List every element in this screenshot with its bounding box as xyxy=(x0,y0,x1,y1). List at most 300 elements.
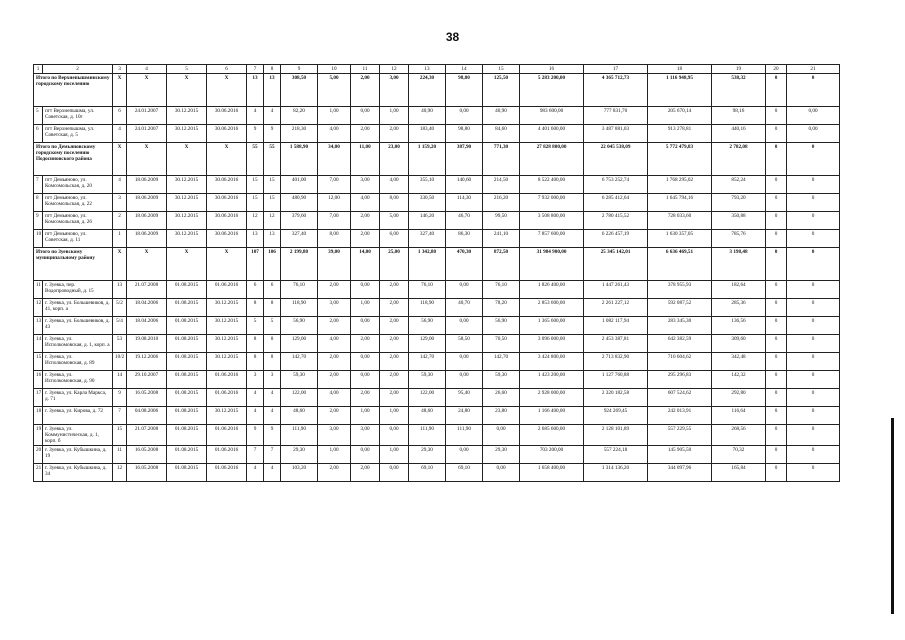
table-cell: 142,70 xyxy=(281,353,318,371)
table-cell: 0,00 xyxy=(446,353,483,371)
table-cell: 1,00 xyxy=(380,107,409,125)
table-cell: 59,30 xyxy=(281,371,318,389)
table-cell: 84,60 xyxy=(483,125,520,143)
column-number-cell: 1 xyxy=(34,65,43,74)
table-cell: 76,10 xyxy=(483,281,520,299)
table-cell: 01.08.2015 xyxy=(167,389,207,407)
table-cell: 53 xyxy=(113,335,127,353)
table-cell: 3 xyxy=(247,371,264,389)
table-cell: 59,30 xyxy=(483,371,520,389)
table-cell: 470,30 xyxy=(446,248,483,281)
table-cell: 4,00 xyxy=(318,335,351,353)
table-cell: 2,00 xyxy=(380,281,409,299)
table-cell: 8 xyxy=(264,335,281,353)
table-cell: 592 087,52 xyxy=(648,299,712,317)
table-cell: 2,00 xyxy=(351,335,380,353)
table-cell: 0 xyxy=(766,407,787,425)
table-cell: 241,10 xyxy=(483,230,520,248)
table-cell: 1 423 200,00 xyxy=(520,371,584,389)
table-cell: 0 xyxy=(766,107,787,125)
table-cell: 30.12.2015 xyxy=(167,107,207,125)
table-cell: 0 xyxy=(787,299,840,317)
table-cell: 2,00 xyxy=(318,407,351,425)
column-number-cell: 11 xyxy=(351,65,380,74)
table-cell: 0 xyxy=(787,353,840,371)
table-cell: 0,00 xyxy=(446,446,483,464)
table-cell: 0 xyxy=(787,425,840,446)
table-cell: 30.06.2016 xyxy=(207,125,247,143)
table-cell: 0 xyxy=(787,212,840,230)
table-cell: X xyxy=(127,248,167,281)
table-cell: 6 xyxy=(247,281,264,299)
table-cell: 30.06.2016 xyxy=(207,212,247,230)
table-cell: 0,00 xyxy=(380,464,409,482)
table-cell: 0,00 xyxy=(787,107,840,125)
table-cell: 78,20 xyxy=(483,299,520,317)
column-number-cell: 13 xyxy=(409,65,446,74)
table-cell: 13 xyxy=(264,74,281,107)
table-cell: 295 296,83 xyxy=(648,371,712,389)
table-row xyxy=(34,176,840,194)
table-row xyxy=(34,107,840,125)
table-cell: 30.06.2016 xyxy=(207,230,247,248)
column-number-cell: 20 xyxy=(766,65,787,74)
row-number: 17 xyxy=(34,389,43,407)
table-cell: 1,00 xyxy=(318,107,351,125)
table-cell: 40,70 xyxy=(446,299,483,317)
table-row xyxy=(34,317,840,335)
table-cell: 24,80 xyxy=(446,407,483,425)
table-cell: 18.06.2009 xyxy=(127,176,167,194)
table-cell: 242 013,91 xyxy=(648,407,712,425)
table-cell: 11,00 xyxy=(351,143,380,176)
table-cell: 0 xyxy=(787,371,840,389)
table-cell: 2 261 227,12 xyxy=(584,299,648,317)
table-row xyxy=(34,446,840,464)
table-cell: 1 630 357,05 xyxy=(648,230,712,248)
table-cell: 0 xyxy=(766,425,787,446)
table-cell: 29.10.2007 xyxy=(127,371,167,389)
subtotal-row xyxy=(34,74,840,107)
table-cell: 4 xyxy=(264,464,281,482)
table-cell: 4 xyxy=(264,407,281,425)
table-cell: 55 xyxy=(247,143,264,176)
table-row xyxy=(34,194,840,212)
table-cell: 0 xyxy=(787,464,840,482)
table-cell: 777 831,70 xyxy=(584,107,648,125)
table-cell: 18.04.2006 xyxy=(127,299,167,317)
table-cell: 2 128 101,89 xyxy=(584,425,648,446)
table-cell: 1,00 xyxy=(318,446,351,464)
table-cell: 1 159,20 xyxy=(409,143,446,176)
row-number: 9 xyxy=(34,212,43,230)
table-cell: 31 984 900,00 xyxy=(520,248,584,281)
table-cell: 18.04.2006 xyxy=(127,317,167,335)
table-row xyxy=(34,281,840,299)
table-cell: 25,00 xyxy=(380,248,409,281)
table-cell: X xyxy=(167,74,207,107)
table-cell: 2,00 xyxy=(380,389,409,407)
table-cell: 103,20 xyxy=(281,464,318,482)
table-cell: 9 xyxy=(247,425,264,446)
table-cell: 2,00 xyxy=(380,125,409,143)
table-cell: 15 xyxy=(264,194,281,212)
table-cell: 607 524,62 xyxy=(648,389,712,407)
table-cell: 7 xyxy=(247,446,264,464)
table-cell: 0 xyxy=(787,194,840,212)
table-cell: 0 xyxy=(766,446,787,464)
table-cell: 2,00 xyxy=(351,125,380,143)
table-cell: 4 xyxy=(247,107,264,125)
table-cell: 480,90 xyxy=(281,194,318,212)
table-cell: 69,10 xyxy=(409,464,446,482)
table-cell: 0,00 xyxy=(351,281,380,299)
table-cell: 0 xyxy=(766,74,787,107)
table-cell: 2,00 xyxy=(318,353,351,371)
table-cell: 0 xyxy=(787,317,840,335)
table-cell: 387,90 xyxy=(446,143,483,176)
table-cell: 6 226 457,19 xyxy=(584,230,648,248)
table-cell: 4 xyxy=(264,389,281,407)
table-cell: 3 xyxy=(113,194,127,212)
table-cell: 98,16 xyxy=(712,107,766,125)
table-cell: 0 xyxy=(766,335,787,353)
row-number: 14 xyxy=(34,335,43,353)
table-cell: 4,00 xyxy=(351,194,380,212)
address-cell: г. Зуевка, ул. Кирова, д. 72 xyxy=(43,407,113,425)
column-number-cell: 16 xyxy=(520,65,584,74)
table-cell: 0 xyxy=(766,464,787,482)
table-cell: 8 xyxy=(247,299,264,317)
table-cell: 3 508 800,00 xyxy=(520,212,584,230)
table-cell: 13 xyxy=(247,230,264,248)
table-cell: 58,50 xyxy=(446,335,483,353)
table-cell: 56,90 xyxy=(281,317,318,335)
table-cell: 98,80 xyxy=(446,74,483,107)
table-cell: 1 166 400,00 xyxy=(520,407,584,425)
table-cell: 12 xyxy=(113,464,127,482)
table-cell: 0,00 xyxy=(483,464,520,482)
table-cell: 3,00 xyxy=(351,425,380,446)
table-cell: 642 382,59 xyxy=(648,335,712,353)
table-cell: 04.08.2006 xyxy=(127,407,167,425)
table-cell: 01.08.2015 xyxy=(167,425,207,446)
table-cell: 21.07.2008 xyxy=(127,281,167,299)
table-cell: 30.12.2015 xyxy=(167,230,207,248)
table-cell: 142,70 xyxy=(409,353,446,371)
table-cell: 7,00 xyxy=(318,176,351,194)
resettlement-table-sheet xyxy=(33,64,839,482)
table-cell: 7,00 xyxy=(318,212,351,230)
column-number-row xyxy=(34,65,840,74)
table-cell: 5 xyxy=(264,317,281,335)
table-cell: 4 xyxy=(247,389,264,407)
table-cell: 3,00 xyxy=(318,299,351,317)
table-cell: 4 401 600,00 xyxy=(520,125,584,143)
table-cell: 0 xyxy=(787,389,840,407)
table-cell: 0,00 xyxy=(446,281,483,299)
table-cell: 6,00 xyxy=(380,230,409,248)
table-cell: X xyxy=(207,143,247,176)
table-cell: 34,00 xyxy=(318,143,351,176)
table-cell: 1 365 600,00 xyxy=(520,317,584,335)
table-cell: 0,00 xyxy=(446,317,483,335)
table-cell: 0,00 xyxy=(351,371,380,389)
table-cell: 23,00 xyxy=(380,143,409,176)
table-cell: 3 487 881,03 xyxy=(584,125,648,143)
table-cell: 0 xyxy=(766,194,787,212)
table-cell: 118,90 xyxy=(281,299,318,317)
table-cell: 4 xyxy=(113,125,127,143)
table-cell: 0 xyxy=(787,281,840,299)
table-cell: 1 645 794,16 xyxy=(648,194,712,212)
table-cell: 76,10 xyxy=(281,281,318,299)
table-cell: 30.12.2015 xyxy=(167,212,207,230)
table-cell: 6 285 412,64 xyxy=(584,194,648,212)
subtotal-label: Итого по Верхнепышминскому городскому поселению xyxy=(34,74,113,107)
table-cell: 8 xyxy=(247,353,264,371)
table-cell: 136,56 xyxy=(712,317,766,335)
table-cell: 55 xyxy=(264,143,281,176)
table-cell: 1 127 760,88 xyxy=(584,371,648,389)
table-cell: 355,10 xyxy=(409,176,446,194)
table-cell: 5,00 xyxy=(380,212,409,230)
row-number: 16 xyxy=(34,371,43,389)
table-cell: 0 xyxy=(766,353,787,371)
table-cell: 1 116 948,95 xyxy=(648,74,712,107)
table-row xyxy=(34,407,840,425)
table-cell: 01.08.2015 xyxy=(167,407,207,425)
address-cell: г. Зуевка, ул. Исполкомовская, д. 89 xyxy=(43,353,113,371)
row-number: 12 xyxy=(34,299,43,317)
table-cell: 0 xyxy=(766,212,787,230)
table-cell: 2,00 xyxy=(351,212,380,230)
table-cell: 30.06.2016 xyxy=(207,194,247,212)
table-cell: 0 xyxy=(766,389,787,407)
table-cell: 1 588,90 xyxy=(281,143,318,176)
subtotal-label: Итого по Зуевскому муниципальному району xyxy=(34,248,113,281)
address-cell: пгт Демьяново, ул. Комсомольская, д. 26 xyxy=(43,212,113,230)
table-cell: 309,60 xyxy=(712,335,766,353)
table-cell: 2,00 xyxy=(318,281,351,299)
table-cell: 852,24 xyxy=(712,176,766,194)
table-cell: 70,50 xyxy=(483,335,520,353)
table-cell: 0,00 xyxy=(351,107,380,125)
row-number: 7 xyxy=(34,176,43,194)
column-number-cell: 2 xyxy=(43,65,113,74)
table-cell: 205 670,14 xyxy=(648,107,712,125)
table-cell: 0 xyxy=(787,248,840,281)
table-cell: 13 xyxy=(264,230,281,248)
table-cell: 7 857 600,00 xyxy=(520,230,584,248)
table-cell: 23,80 xyxy=(483,407,520,425)
table-cell: 1 314 136,20 xyxy=(584,464,648,482)
table-cell: X xyxy=(113,74,127,107)
table-cell: X xyxy=(127,74,167,107)
row-number: 6 xyxy=(34,125,43,143)
table-cell: 9 xyxy=(264,125,281,143)
address-cell: пгт Демьяново, ул. Комсомольская, д. 22 xyxy=(43,194,113,212)
address-cell: г. Зуевка, ул. Коммунистическая, д. 1, корп. б xyxy=(43,425,113,446)
table-body xyxy=(34,65,840,482)
table-row xyxy=(34,371,840,389)
table-cell: 440,16 xyxy=(712,125,766,143)
resettlement-table xyxy=(33,64,840,482)
table-cell: 872,50 xyxy=(483,248,520,281)
table-cell: 0 xyxy=(766,230,787,248)
table-cell: 01.06.2016 xyxy=(207,425,247,446)
table-cell: 10/2 xyxy=(113,353,127,371)
column-number-cell: 21 xyxy=(787,65,840,74)
table-cell: 771,30 xyxy=(483,143,520,176)
table-cell: 0 xyxy=(787,143,840,176)
table-cell: 0,00 xyxy=(446,371,483,389)
table-cell: 24.01.2007 xyxy=(127,125,167,143)
row-number: 10 xyxy=(34,230,43,248)
table-cell: 145 905,50 xyxy=(648,446,712,464)
table-cell: 0 xyxy=(766,248,787,281)
row-number: 8 xyxy=(34,194,43,212)
table-cell: 0 xyxy=(787,74,840,107)
table-row xyxy=(34,353,840,371)
table-cell: 6 xyxy=(264,281,281,299)
table-cell: 142,70 xyxy=(483,353,520,371)
table-cell: 0 xyxy=(766,281,787,299)
table-cell: 2,00 xyxy=(380,317,409,335)
table-cell: 292,80 xyxy=(712,389,766,407)
table-cell: 0 xyxy=(766,317,787,335)
table-cell: 40,90 xyxy=(409,107,446,125)
column-number-cell: 10 xyxy=(318,65,351,74)
table-cell: 59,30 xyxy=(409,371,446,389)
table-cell: 8,00 xyxy=(318,230,351,248)
table-cell: 01.08.2015 xyxy=(167,353,207,371)
table-cell: 728 033,60 xyxy=(648,212,712,230)
table-cell: 01.06.2016 xyxy=(207,371,247,389)
table-cell: 76,10 xyxy=(409,281,446,299)
column-number-cell: 15 xyxy=(483,65,520,74)
table-cell: 0 xyxy=(766,125,787,143)
table-cell: 1 826 400,00 xyxy=(520,281,584,299)
table-cell: 114,30 xyxy=(446,194,483,212)
table-cell: 8 522 400,00 xyxy=(520,176,584,194)
table-cell: 29,30 xyxy=(409,446,446,464)
table-cell: 18.06.2009 xyxy=(127,212,167,230)
table-cell: 129,00 xyxy=(281,335,318,353)
table-cell: 15 xyxy=(247,176,264,194)
table-cell: 7 xyxy=(264,446,281,464)
table-cell: 983 600,00 xyxy=(520,107,584,125)
table-cell: 6 753 252,74 xyxy=(584,176,648,194)
table-cell: 2 199,80 xyxy=(281,248,318,281)
table-cell: 2,00 xyxy=(318,371,351,389)
table-cell: 8 xyxy=(264,299,281,317)
table-cell: 12 xyxy=(247,212,264,230)
table-cell: 3 xyxy=(264,371,281,389)
row-number: 5 xyxy=(34,107,43,125)
table-cell: 379,60 xyxy=(281,212,318,230)
table-cell: 106 xyxy=(264,248,281,281)
table-cell: 122,00 xyxy=(409,389,446,407)
table-cell: 19.08.2010 xyxy=(127,335,167,353)
table-cell: 2,00 xyxy=(351,230,380,248)
table-cell: 0 xyxy=(766,371,787,389)
table-cell: 378 955,93 xyxy=(648,281,712,299)
table-cell: 29,30 xyxy=(483,446,520,464)
table-cell: 40,90 xyxy=(483,107,520,125)
table-cell: 327,40 xyxy=(409,230,446,248)
table-cell: 165,84 xyxy=(712,464,766,482)
table-cell: X xyxy=(113,143,127,176)
table-cell: 5 xyxy=(247,317,264,335)
table-cell: 3 424 800,00 xyxy=(520,353,584,371)
row-number: 20 xyxy=(34,446,43,464)
table-cell: 6 636 469,51 xyxy=(648,248,712,281)
column-number-cell: 9 xyxy=(281,65,318,74)
table-cell: 01.06.2016 xyxy=(207,446,247,464)
table-cell: 9 xyxy=(247,125,264,143)
table-cell: 2 320 182,58 xyxy=(584,389,648,407)
table-cell: 30.12.2015 xyxy=(207,317,247,335)
table-cell: 285,36 xyxy=(712,299,766,317)
table-cell: 01.08.2015 xyxy=(167,371,207,389)
address-cell: пгт Демьяново, ул. Комсомольская, д. 20 xyxy=(43,176,113,194)
table-cell: 30.12.2015 xyxy=(167,125,207,143)
table-cell: 11 xyxy=(113,446,127,464)
table-cell: 5,00 xyxy=(318,74,351,107)
table-cell: 342,48 xyxy=(712,353,766,371)
table-cell: 4 xyxy=(264,107,281,125)
row-number: 11 xyxy=(34,281,43,299)
table-cell: 1 447 261,43 xyxy=(584,281,648,299)
table-cell: 1,00 xyxy=(351,299,380,317)
table-cell: 3 198,48 xyxy=(712,248,766,281)
table-cell: 703 200,00 xyxy=(520,446,584,464)
table-cell: 0 xyxy=(787,230,840,248)
table-cell: 2 xyxy=(113,212,127,230)
table-cell: 99,50 xyxy=(483,212,520,230)
table-cell: 56,90 xyxy=(483,317,520,335)
address-cell: пгт Верхнепышма, ул. Советская, д. 5 xyxy=(43,125,113,143)
table-cell: 13 xyxy=(247,74,264,107)
table-cell: 15 xyxy=(113,425,127,446)
table-cell: 4,00 xyxy=(318,389,351,407)
table-cell: 4 365 712,73 xyxy=(584,74,648,107)
table-cell: 30.06.2016 xyxy=(207,176,247,194)
table-cell: 8 xyxy=(264,353,281,371)
table-row xyxy=(34,425,840,446)
table-cell: 2,00 xyxy=(318,464,351,482)
table-cell: 2,00 xyxy=(380,335,409,353)
table-cell: 12 xyxy=(264,212,281,230)
table-cell: 0,00 xyxy=(446,107,483,125)
table-cell: 56,90 xyxy=(409,317,446,335)
table-cell: 142,32 xyxy=(712,371,766,389)
row-number: 19 xyxy=(34,425,43,446)
scan-edge-mark xyxy=(891,418,894,614)
table-cell: X xyxy=(207,74,247,107)
table-cell: 30.12.2015 xyxy=(207,407,247,425)
table-cell: 1,00 xyxy=(380,446,409,464)
table-cell: 401,00 xyxy=(281,176,318,194)
table-cell: 30.12.2015 xyxy=(167,194,207,212)
table-row xyxy=(34,299,840,317)
table-cell: 7 xyxy=(113,407,127,425)
table-cell: 118,90 xyxy=(409,299,446,317)
table-cell: 2 713 832,90 xyxy=(584,353,648,371)
table-cell: 14 xyxy=(113,371,127,389)
table-cell: 125,50 xyxy=(483,74,520,107)
